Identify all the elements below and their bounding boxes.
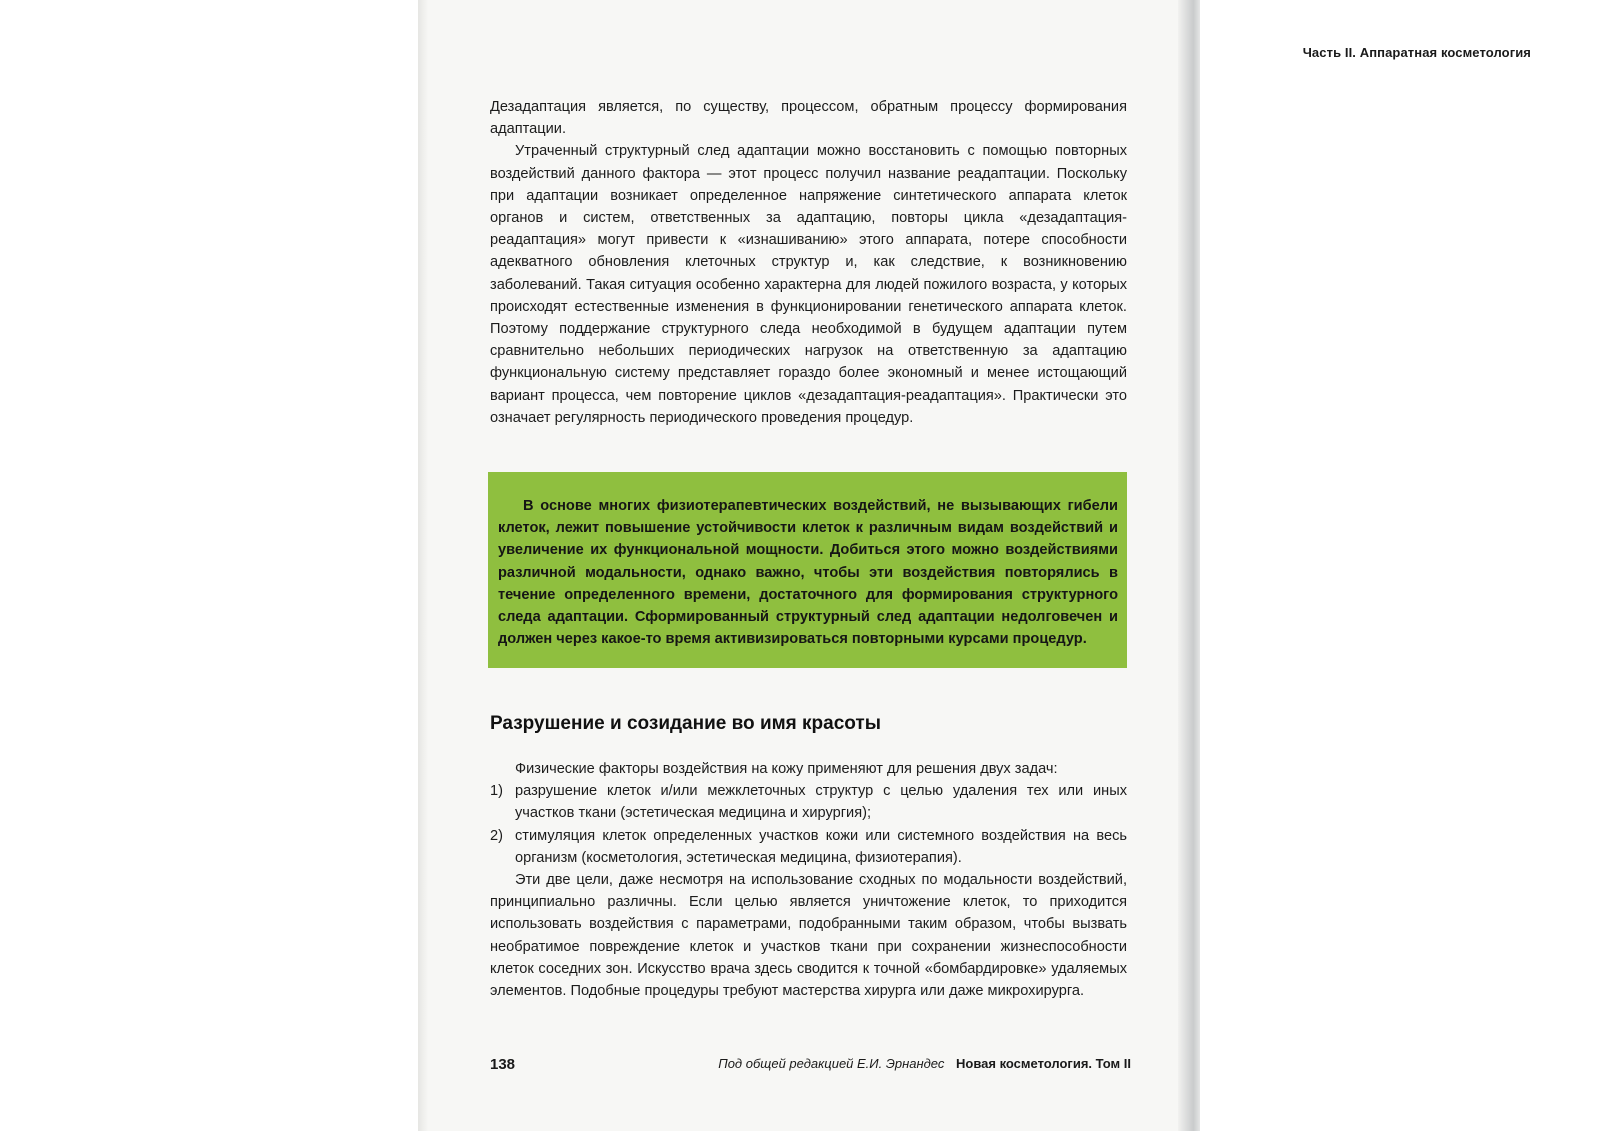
- page-spine-shadow: [1178, 0, 1200, 1131]
- list-item: [490, 780, 1127, 824]
- highlight-text: В основе многих физиотерапевтических воздействий, не вызывающих гибели клеток, лежит повышение устойчивости клеток к различным видам воздействий и увеличение их функциональной мощности. Добиться этого можно воздействиями различной модальности, однако важно, чтобы эти воздействия повторялись в течение определенного времени, достаточного для формирования структурного следа адаптации. Сформированный структурный след адаптации недолговечен и должен через какое-то время активизироваться повторными курсами процедур.: [498, 498, 1118, 648]
- list-text: разрушение клеток и/или межклеточных структур с целью удаления тех или иных участков ткани (эстетическая медицина и хирургия);: [515, 783, 1127, 822]
- list-number: 2): [490, 827, 503, 844]
- footer-editor: Под общей редакцией Е.И. Эрнандес: [718, 1056, 945, 1071]
- footer-credits: [718, 1056, 1131, 1071]
- section-title: Разрушение и созидание во имя красоты: [490, 713, 881, 734]
- footer-book-title: Новая косметология. Том II: [956, 1056, 1131, 1071]
- paragraph-2: Утраченный структурный след адаптации можно восстановить с помощью повторных воздействий данного фактора — этот процесс получил название реадаптации. Поскольку при адаптации возникает определенное напряжение синтетического аппарата клеток органов и систем, ответственных за адаптацию, повторы цикла «дезадаптация-реадаптация» могут привести к «изнашиванию» этого аппарата, потере способности адекватного обновления клеточных структур и, как следствие, к возникновению заболеваний. Такая ситуация особенно характерна для людей пожилого возраста, у которых происходят естественные изменения в функционировании генетического аппарата клеток. Поэтому поддержание структурного следа необходимой в будущем адаптации путем сравнительно небольших периодических нагрузок на ответственную за адаптацию функциональную систему представляет гораздо более экономный и менее истощающий вариант процесса, чем повторение циклов «дезадаптация-реадаптация». Практически это означает регулярность периодического проведения процедур.: [490, 143, 1127, 426]
- paragraph-final: Эти две цели, даже несмотря на использование сходных по модальности воздействий, принципиально различны. Если целью является уничтожение клеток, то приходится использовать воздействия с параметрами, подобранными таким образом, чтобы вызвать необратимое повреждение клеток и участков ткани при сохранении жизнеспособности клеток соседних зон. Искусство врача здесь сводится к точной «бомбардировке» удаляемых элементов. Подобные процедуры требуют мастерства хирурга или даже микрохирурга.: [490, 872, 1127, 1000]
- section-text: [490, 758, 1127, 1002]
- main-text: [490, 96, 1127, 429]
- section-intro: Физические факторы воздействия на кожу применяют для решения двух задач:: [515, 761, 1058, 777]
- list-number: 1): [490, 783, 503, 800]
- paragraph-1: Дезадаптация является, по существу, процессом, обратным процессу формирования адаптации.: [490, 99, 1127, 138]
- list-item: [490, 825, 1127, 869]
- page-number: 138: [490, 1056, 516, 1073]
- list-text: стимуляция клеток определенных участков кожи или системного воздействия на весь организм (косметология, эстетическая медицина, физиотерапия).: [515, 827, 1127, 866]
- running-head: Часть II. Аппаратная косметология: [1302, 45, 1531, 60]
- page-left-edge: [418, 0, 428, 1131]
